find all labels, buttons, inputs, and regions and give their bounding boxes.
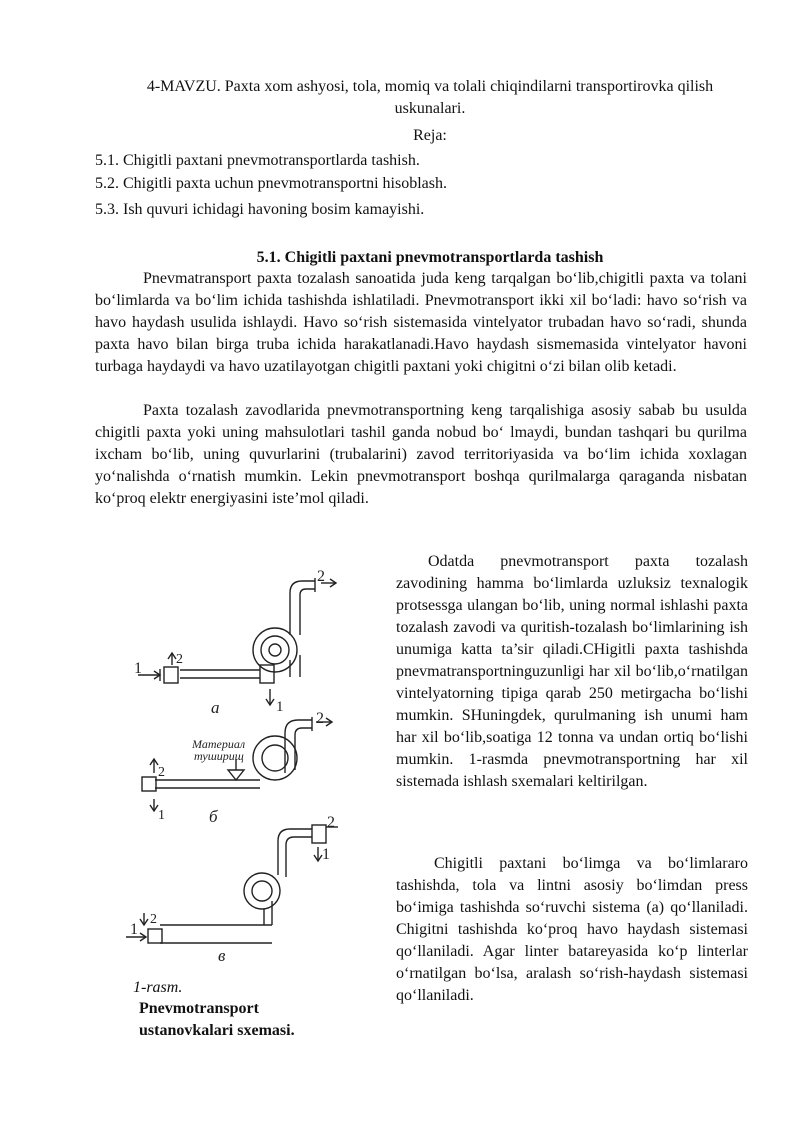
scheme-a	[138, 578, 336, 705]
paragraph-2: Paxta tozalash zavodlarida pnevmotransportning keng tarqalishiga asosiy sabab bu usulda chigitli paxta yoki uning mahsulotlari tashil ganda nobud bo‘ lmaydi, bundan tashqari bu qurilma ixcham bo‘lib, uning quvurlarini (trubalarini) zavod territoriyasida va bo‘lim ichida xoxlagan yo‘nalishda o‘rnatish mumkin. Lekin pnevmotransport boshqa qurilmalarga qaraganda nisbatan ko‘proq elektr energiyasini iste’mol qiladi.	[95, 402, 747, 507]
paragraph-3: Odatda pnevmotransport paxta tozalash zavodining hamma bo‘limlarda uzluksiz texnalogik protsessga ulangan bo‘lib, uning normal ishlashi paxta tozalash zavodi va quritish-tozalash bo‘limlarining ish unumiga katta ta’sir qiladi.CHigitli paxta tashishda pnevmatransportninguzunligi har xil bo‘lib,o‘rnatilgan vintelyatorning tipiga qarab 250 metirgacha bo‘lishi mumkin. SHuningdek, qurulmaning ish unumi ham har xil bo‘lib,soatiga 12 tonna va undan ortiq bo‘lishi mumkin. 1-rasmda pnevmotransportning har xil sistemada ishlash sxemalari keltirilgan.	[396, 553, 748, 790]
plan-item: 5.3. Ish quvuri ichidagi havoning bosim kamayishi.	[95, 201, 425, 218]
material-label-line1: Материал	[192, 737, 246, 751]
figure-caption-line1: Pnevmotransport	[139, 1000, 259, 1017]
figure-caption-line2: ustanovkalari sxemasi.	[139, 1022, 295, 1039]
plan-item: 5.1. Chigitli paxtani pnevmotransportlarda tashish.	[95, 152, 420, 169]
scheme-v-label: в	[218, 946, 226, 965]
label-2: 2	[176, 652, 183, 667]
section-heading: 5.1. Chigitli paxtani pnevmotransportlarda tashish	[256, 249, 604, 266]
scheme-b-label: б	[209, 807, 218, 826]
scheme-a-label: а	[211, 698, 220, 717]
pneumotransport-schemes-figure	[120, 565, 370, 970]
plan-item: 5.2. Chigitli paxta uchun pnevmotransportni hisoblash.	[95, 175, 447, 192]
label-2: 2	[158, 765, 165, 780]
label-1: 1	[158, 808, 165, 823]
label-1: 1	[134, 660, 142, 677]
label-2: 2	[327, 814, 335, 831]
label-2: 2	[150, 912, 157, 927]
label-2: 2	[316, 710, 324, 727]
topic-title-line2: uskunalari.	[394, 100, 466, 117]
scheme-b	[142, 717, 332, 811]
plan-label: Reja:	[413, 127, 447, 144]
label-2: 2	[317, 568, 325, 585]
topic-title-line1: 4-MAVZU. Paxta xom ashyosi, tola, momiq va tolali chiqindilarni transportirovka qilish	[146, 78, 714, 95]
figure-caption-label: 1-rasm.	[133, 979, 183, 996]
paragraph-4: Chigitli paxtani bo‘limga va bo‘limlararo tashishda, tola va lintni asosiy bo‘limdan press bo‘imiga tashishda so‘ruvchi sistema (a) qo‘llaniladi. Chigitni tashishda ko‘proq havo haydash sistemasi qo‘llaniladi. Agar linter batareyasida ko‘p linterlar o‘rnatilgan bo‘lsa, aralash so‘rish-haydash sistemasi qo‘llaniladi.	[396, 855, 748, 1004]
label-1: 1	[276, 699, 284, 715]
scheme-v	[126, 825, 338, 943]
label-1: 1	[130, 921, 138, 938]
label-1: 1	[322, 846, 330, 863]
paragraph-1: Pnevmatransport paxta tozalash sanoatida juda keng tarqalgan bo‘lib,chigitli paxta va tolani bo‘limlarda va bo‘lim ichida tashishda ishlatiladi. Pnevmotransport ikki xil bo‘ladi: havo so‘rish va havo haydash usulida ishlaydi. Havo so‘rish sistemasida vintelyator trubadan havo so‘radi, shunda paxta havo bilan birga truba ichida harakatlanadi.Havo haydash sismemasida vintelyator havoni turbaga haydaydi va havo uzatilayotgan chigitli paxtani yoki chigitni o‘zi bilan olib ketadi.	[95, 270, 747, 375]
material-label-line2: туширищ	[194, 749, 244, 763]
